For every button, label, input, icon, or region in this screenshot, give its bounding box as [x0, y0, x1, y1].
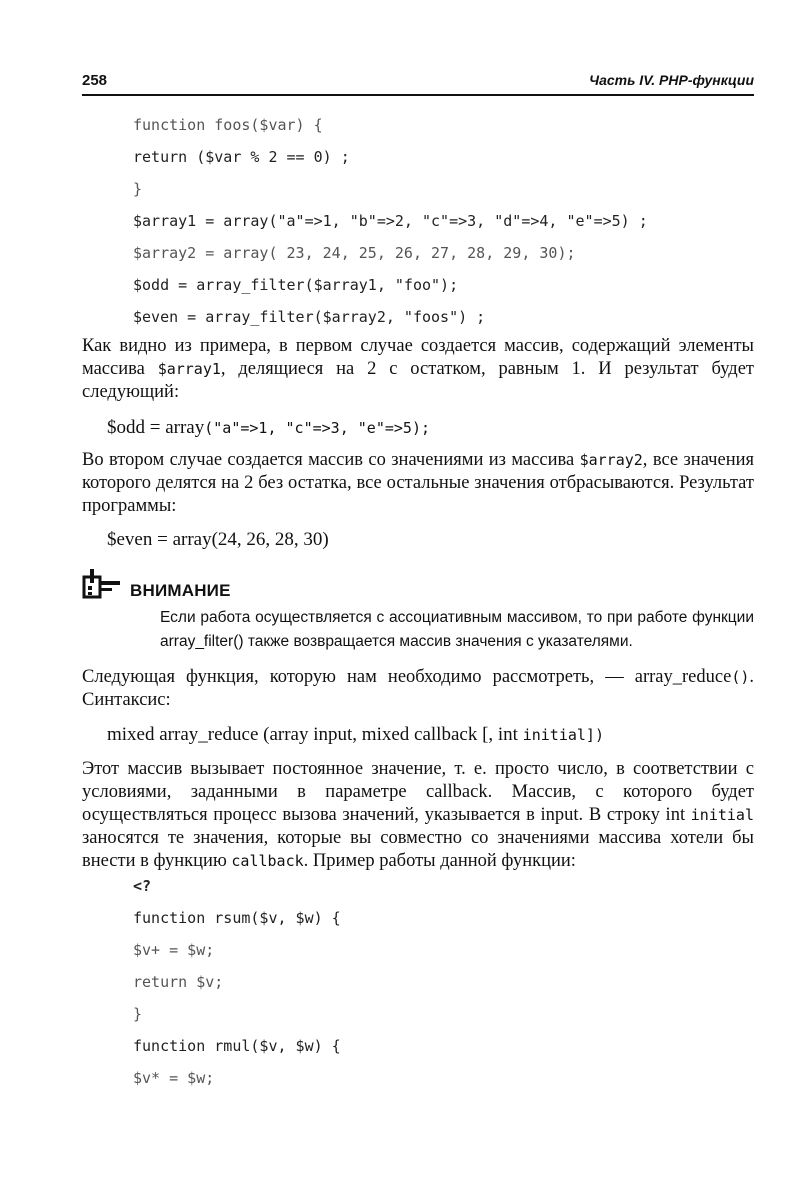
- syntax-line: mixed array_reduce (array input, mixed callback [, int initial]): [107, 724, 604, 745]
- code-line: }: [133, 1005, 143, 1023]
- paragraph-2: Во втором случае создается массив со значениями из массива $array2, все значения которого делятся на 2 без остатка, все остальные значения отбрасываются. Результат программы:: [82, 450, 754, 516]
- paragraph-3: Следующая функция, которую нам необходимо рассмотреть, — array_reduce(). Синтаксис:: [82, 667, 754, 710]
- page-number: 258: [82, 72, 108, 89]
- paragraph-1: Как видно из примера, в первом случае создается массив, содержащий элементы массива $array1, делящиеся на 2 с остатком, равным 1. И результат будет следующий:: [82, 336, 754, 402]
- code-line: }: [133, 180, 143, 198]
- code-line: function rmul($v, $w) {: [133, 1037, 341, 1055]
- result-odd: $odd = array("a"=>1, "c"=>3, "e"=>5);: [107, 417, 431, 438]
- code-line: return $v;: [133, 973, 224, 991]
- code-line: $odd = array_filter($array1, "foo");: [133, 276, 459, 294]
- paragraph-4: Этот массив вызывает постоянное значение, т. е. просто число, в соответствии с условиями, заданными в параметре callback. Массив, с которого будет осуществляться процесс вызова значений, указывается в input. В строку int initial заносятся те значения, которые вы совместно со значениями массива хотели бы внести в функцию callback. Пример работы данной функции:: [82, 759, 754, 871]
- code-line: $even = array_filter($array2, "foos") ;: [133, 308, 486, 326]
- code-line: <?: [133, 877, 152, 895]
- code-line: $array2 = array( 23, 24, 25, 26, 27, 28, 29, 30);: [133, 244, 576, 262]
- code-line: function rsum($v, $w) {: [133, 909, 341, 927]
- result-even: $even = array(24, 26, 28, 30): [107, 529, 329, 550]
- page-header: [82, 70, 754, 96]
- code-line: $v+ = $w;: [133, 941, 215, 959]
- running-title: Часть IV. PHP-функции: [589, 72, 754, 88]
- code-line: return ($var % 2 == 0) ;: [133, 148, 350, 166]
- code-line: $v* = $w;: [133, 1069, 215, 1087]
- pointing-hand-icon: [82, 568, 122, 600]
- code-line: function foos($var) {: [133, 116, 323, 134]
- code-line: $array1 = array("a"=>1, "b"=>2, "c"=>3, "d"=>4, "e"=>5) ;: [133, 212, 648, 230]
- warning-title: ВНИМАНИЕ: [130, 581, 231, 600]
- warning-text: Если работа осуществляется с ассоциативным массивом, то при работе функции array_filter() также возвращается массив значения с указателями.: [160, 609, 754, 650]
